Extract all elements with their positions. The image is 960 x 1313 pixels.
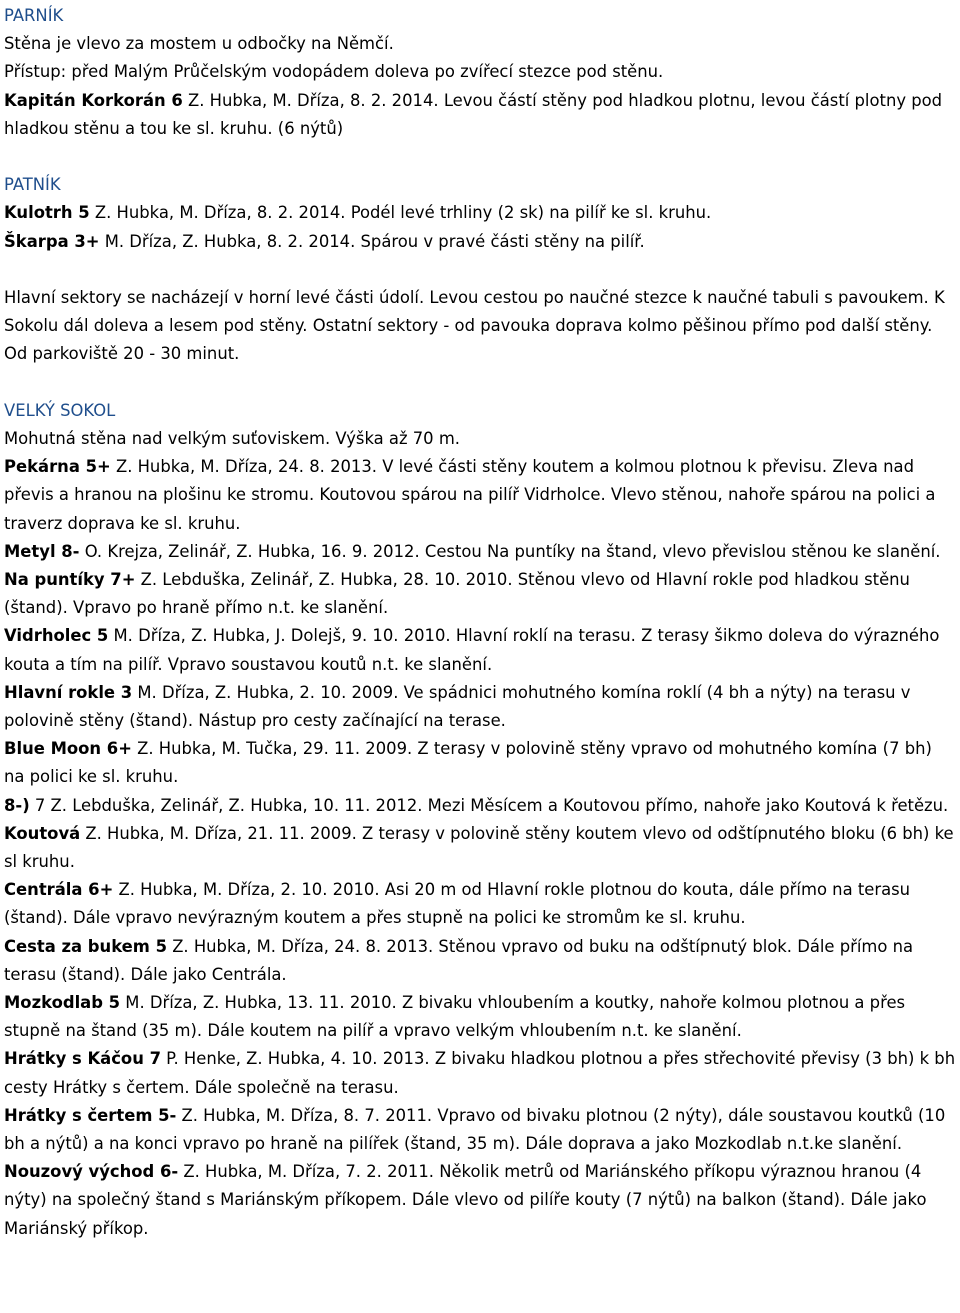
route-entry xyxy=(4,622,956,678)
route-description: M. Dříza, Z. Hubka, 13. 11. 2010. Z bivaku vhloubením a koutky, nahoře kolmou plotnou a přes stupně na štand (35 m). Dále koutem na pilíř a vpravo velkým vhloubením n.t. ke slanění. xyxy=(4,993,906,1041)
route-description: Z. Hubka, M. Dříza, 8. 7. 2011. Vpravo od bivaku plotnou (2 nýty), dále soustavou koutků (10 bh a nýtů) a na konci vpravo po hraně na pilířek (štand, 35 m). Dále doprava a jako Mozkodlab n.t.ke slanění. xyxy=(4,1105,946,1154)
route-entry xyxy=(4,735,956,791)
route-description: Z. Hubka, M. Dříza, 2. 10. 2010. Asi 20 m od Hlavní rokle plotnou do kouta, dále přímo na terasu (štand). Dále vpravo nevýrazným koutem a přes stupně na polici ke stromům ke sl. kruhu. xyxy=(4,880,911,928)
route-name: Na puntíky 7+ xyxy=(4,570,136,590)
route-name: Blue Moon 6+ xyxy=(4,739,132,759)
route-name: Metyl 8- xyxy=(4,541,80,561)
route-name: Škarpa 3+ xyxy=(4,231,100,251)
route-name: Mozkodlab 5 xyxy=(4,993,121,1013)
route-description: O. Krejza, Zelinář, Z. Hubka, 16. 9. 2012. Cestou Na puntíky na štand, vlevo převislou stěnou ke slanění. xyxy=(79,541,941,561)
route-name: Vidrholec 5 xyxy=(4,626,109,646)
route-name: Kapitán Korkorán 6 xyxy=(4,90,183,110)
spacer xyxy=(4,256,956,284)
route-entry xyxy=(4,566,956,622)
route-description: Z. Hubka, M. Dříza, 24. 8. 2013. V levé části stěny koutem a kolmou plotnou k převisu. Zleva nad převis a hranou na plošinu ke stromu. Koutovou spárou na pilíř Vidrholce. Vlevo stěnou, nahoře spárou na polici a traverz doprava ke sl. kruhu. xyxy=(4,457,936,533)
route-entry xyxy=(4,87,956,143)
route-description: Z. Hubka, M. Dříza, 7. 2. 2011. Několik metrů od Mariánského příkopu výraznou hranou (4 nýty) na společný štand s Mariánským příkopem. Dále vlevo od pilíře kouty (7 nýtů) na balkon (štand). Dále jako Mariánský příkop. xyxy=(4,1162,927,1238)
route-entry xyxy=(4,1045,956,1101)
route-name: Nouzový východ 6- xyxy=(4,1162,179,1182)
route-entry xyxy=(4,989,956,1045)
route-entry xyxy=(4,933,956,989)
section-description: Přístup: před Malým Průčelským vodopádem doleva po zvířecí stezce pod stěnu. xyxy=(4,62,664,82)
route-description: Z. Hubka, M. Dříza, 8. 2. 2014. Levou částí stěny pod hladkou plotnu, levou částí plotny pod hladkou stěnu a tou ke sl. kruhu. (6 nýtů) xyxy=(4,90,943,138)
route-name: Pekárna 5+ xyxy=(4,457,111,477)
section-description: Stěna je vlevo za mostem u odbočky na Němčí. xyxy=(4,34,394,54)
section-title-parnik: PARNÍK xyxy=(4,6,64,25)
route-name: Hrátky s čertem 5- xyxy=(4,1105,177,1125)
spacer xyxy=(4,143,956,171)
route-entry xyxy=(4,792,956,820)
route-description: M. Dříza, Z. Hubka, J. Dolejš, 9. 10. 2010. Hlavní roklí na terasu. Z terasy šikmo doleva do výrazného kouta a tím na pilíř. Vpravo soustavou koutů n.t. ke slanění. xyxy=(4,626,940,674)
route-name: 8-) xyxy=(4,795,30,815)
route-entry xyxy=(4,538,956,566)
section-description: Mohutná stěna nad velkým suťoviskem. Výška až 70 m. xyxy=(4,429,460,448)
route-entry xyxy=(4,1158,956,1243)
route-entry xyxy=(4,199,956,227)
access-paragraph: Hlavní sektory se nacházejí v horní levé části údolí. Levou cestou po naučné stezce k naučné tabuli s pavoukem. K Sokolu dál doleva a lesem pod stěny. Ostatní sektory - od pavouka doprava kolmo pěšinou přímo pod další stěny. Od parkoviště 20 - 30 minut. xyxy=(4,288,945,364)
route-description: Z. Hubka, M. Dříza, 8. 2. 2014. Podél levé trhliny (2 sk) na pilíř ke sl. kruhu. xyxy=(89,203,712,223)
route-description: Z. Lebduška, Zelinář, Z. Hubka, 28. 10. 2010. Stěnou vlevo od Hlavní rokle pod hladkou stěnu (štand). Vpravo po hraně přímo n.t. ke slanění. xyxy=(4,570,910,618)
route-name: Hlavní rokle 3 xyxy=(4,682,133,702)
section-title-patnik: PATNÍK xyxy=(4,175,61,195)
route-description: P. Henke, Z. Hubka, 4. 10. 2013. Z bivaku hladkou plotnou a přes střechovité převisy (3 bh) k bh cesty Hrátky s čertem. Dále společně na terasu. xyxy=(4,1049,956,1097)
route-description: M. Dříza, Z. Hubka, 8. 2. 2014. Spárou v pravé části stěny na pilíř. xyxy=(99,231,645,251)
route-entry xyxy=(4,1102,956,1158)
route-entry xyxy=(4,679,956,735)
section-title-velky-sokol: VELKÝ SOKOL xyxy=(4,400,116,420)
route-entry xyxy=(4,820,956,876)
route-name: Centrála 6+ xyxy=(4,880,114,900)
route-name: Koutová xyxy=(4,823,81,843)
route-entry xyxy=(4,228,956,256)
route-description: 7 Z. Lebduška, Zelinář, Z. Hubka, 10. 11. 2012. Mezi Měsícem a Koutovou přímo, nahoře jako Koutová k řetězu. xyxy=(29,795,949,815)
route-name: Hrátky s Káčou 7 xyxy=(4,1049,161,1069)
route-name: Kulotrh 5 xyxy=(4,203,90,223)
route-entry xyxy=(4,876,956,932)
route-description: Z. Hubka, M. Dříza, 21. 11. 2009. Z terasy v polovině stěny koutem vlevo od odštípnutého bloku (6 bh) ke sl kruhu. xyxy=(4,823,954,872)
route-entry xyxy=(4,453,956,538)
route-description: M. Dříza, Z. Hubka, 2. 10. 2009. Ve spádnici mohutného komína roklí (4 bh a nýty) na terasu v polovině stěny (štand). Nástup pro cesty začínající na terase. xyxy=(4,682,911,731)
spacer xyxy=(4,369,956,397)
route-name: Cesta za bukem 5 xyxy=(4,936,167,956)
route-description: Z. Hubka, M. Dříza, 24. 8. 2013. Stěnou vpravo od buku na odštípnutý blok. Dále přímo na terasu (štand). Dále jako Centrála. xyxy=(4,936,914,984)
route-description: Z. Hubka, M. Tučka, 29. 11. 2009. Z terasy v polovině stěny vpravo od mohutného komína (7 bh) na polici ke sl. kruhu. xyxy=(4,739,932,787)
